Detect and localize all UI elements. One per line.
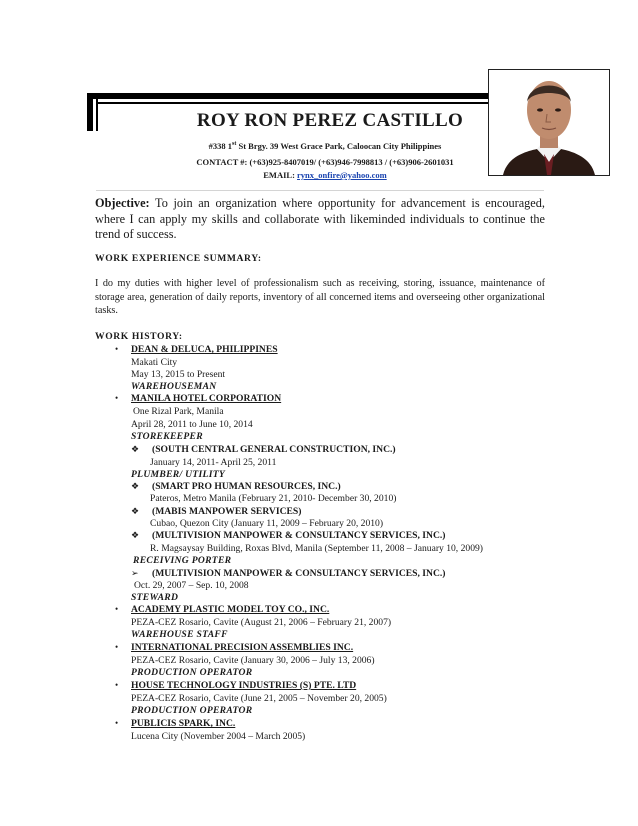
job-6-company: PUBLICIS SPARK, INC.: [131, 718, 236, 729]
job-3-role: WAREHOUSE STAFF: [131, 629, 228, 640]
contact-numbers: CONTACT #: (+63)925-8407019/ (+63)946-7998813 / (+63)906-2601031: [196, 157, 454, 167]
agency-3-name: (MABIS MANPOWER SERVICES): [152, 506, 302, 517]
job-1-dates: May 13, 2015 to Present: [131, 369, 226, 380]
job-4-details: PEZA-CEZ Rosario, Cavite (January 30, 2006 – July 13, 2006): [131, 655, 375, 666]
agency-1-name: (SOUTH CENTRAL GENERAL CONSTRUCTION, INC.): [152, 444, 396, 455]
summary-heading: WORK EXPERIENCE SUMMARY:: [95, 253, 262, 264]
job-2-location: One Rizal Park, Manila: [133, 406, 224, 417]
job-5-company: HOUSE TECHNOLOGY INDUSTRIES (S) PTE. LTD: [131, 680, 357, 691]
diamond-bullet-icon: ❖: [131, 506, 140, 516]
header-separator: [96, 190, 544, 191]
header-bar-top-thin: [96, 102, 488, 104]
job-2-role: STOREKEEPER: [131, 431, 203, 442]
agency-3-details: Cubao, Quezon City (January 11, 2009 – February 20, 2010): [150, 518, 384, 529]
agency-5-role: STEWARD: [131, 592, 179, 603]
arrow-bullet-icon: ➢: [131, 568, 139, 578]
email-label: EMAIL:: [263, 170, 298, 180]
job-5-details: PEZA-CEZ Rosario, Cavite (June 21, 2005 – November 20, 2005): [131, 693, 387, 704]
job-3-company: ACADEMY PLASTIC MODEL TOY CO., INC.: [131, 604, 330, 615]
agency-2-name: (SMART PRO HUMAN RESOURCES, INC.): [152, 481, 341, 492]
agency-4-details: R. Magsaysay Building, Roxas Blvd, Manila (September 11, 2008 – January 10, 2009): [150, 543, 483, 554]
objective-label: Objective:: [95, 196, 150, 210]
agency-5-name: (MULTIVISION MANPOWER & CONSULTANCY SERVICES, INC.): [152, 568, 446, 579]
job-3-details: PEZA-CEZ Rosario, Cavite (August 21, 2006 – February 21, 2007): [131, 617, 392, 628]
objective-text: To join an organization where opportunity for advancement is encouraged, where I can apply my skills and collaborate with likeminded individuals to continue the trend of success.: [95, 196, 545, 241]
summary-text: I do my duties with higher level of professionalism such as receiving, storing, issuance, maintenance of storage area, generation of daily reports, inventory of all concerned items and overseeing other organizational tasks.: [95, 278, 545, 316]
bullet-icon: •: [115, 393, 119, 403]
header-bar-top-thick: [87, 93, 488, 99]
objective-paragraph: [95, 196, 545, 243]
job-2-dates: April 28, 2011 to June 10, 2014: [131, 419, 253, 430]
agency-1-details: January 14, 2011- April 25, 2011: [150, 457, 277, 468]
applicant-name: ROY RON PEREZ CASTILLO: [196, 110, 464, 131]
job-4-company: INTERNATIONAL PRECISION ASSEMBLIES INC.: [131, 642, 354, 653]
agency-4-name: (MULTIVISION MANPOWER & CONSULTANCY SERVICES, INC.): [152, 530, 446, 541]
agency-5-details: Oct. 29, 2007 – Sep. 10, 2008: [134, 580, 249, 591]
history-heading: WORK HISTORY:: [95, 331, 183, 342]
address-line: [105, 141, 545, 151]
job-1-location: Makati City: [131, 357, 178, 368]
diamond-bullet-icon: ❖: [131, 444, 140, 454]
agency-2-details: Pateros, Metro Manila (February 21, 2010- December 30, 2010): [150, 493, 397, 504]
job-2-company: MANILA HOTEL CORPORATION: [131, 393, 282, 404]
bullet-icon: •: [115, 604, 119, 614]
agency-1-role: PLUMBER/ UTILITY: [131, 469, 226, 480]
email-link[interactable]: rynx_onfire@yahoo.com: [297, 170, 387, 180]
email-line: [105, 170, 545, 180]
job-4-role: PRODUCTION OPERATOR: [131, 667, 253, 678]
job-6-details: Lucena City (November 2004 – March 2005): [131, 731, 306, 742]
address-post: St Brgy. 39 West Grace Park, Caloocan City Philippines: [236, 141, 442, 151]
diamond-bullet-icon: ❖: [131, 481, 140, 491]
job-1-role: WAREHOUSEMAN: [131, 381, 217, 392]
address-sup: st: [232, 141, 237, 148]
bullet-icon: •: [115, 642, 119, 652]
bullet-icon: •: [115, 718, 119, 728]
diamond-bullet-icon: ❖: [131, 530, 140, 540]
bullet-icon: •: [115, 344, 119, 354]
bullet-icon: •: [115, 680, 119, 690]
job-1-company: DEAN & DELUCA, PHILIPPINES: [131, 344, 278, 355]
job-5-role: PRODUCTION OPERATOR: [131, 705, 253, 716]
agency-4-role: RECEIVING PORTER: [133, 555, 232, 566]
address-pre: #338 1: [208, 141, 232, 151]
